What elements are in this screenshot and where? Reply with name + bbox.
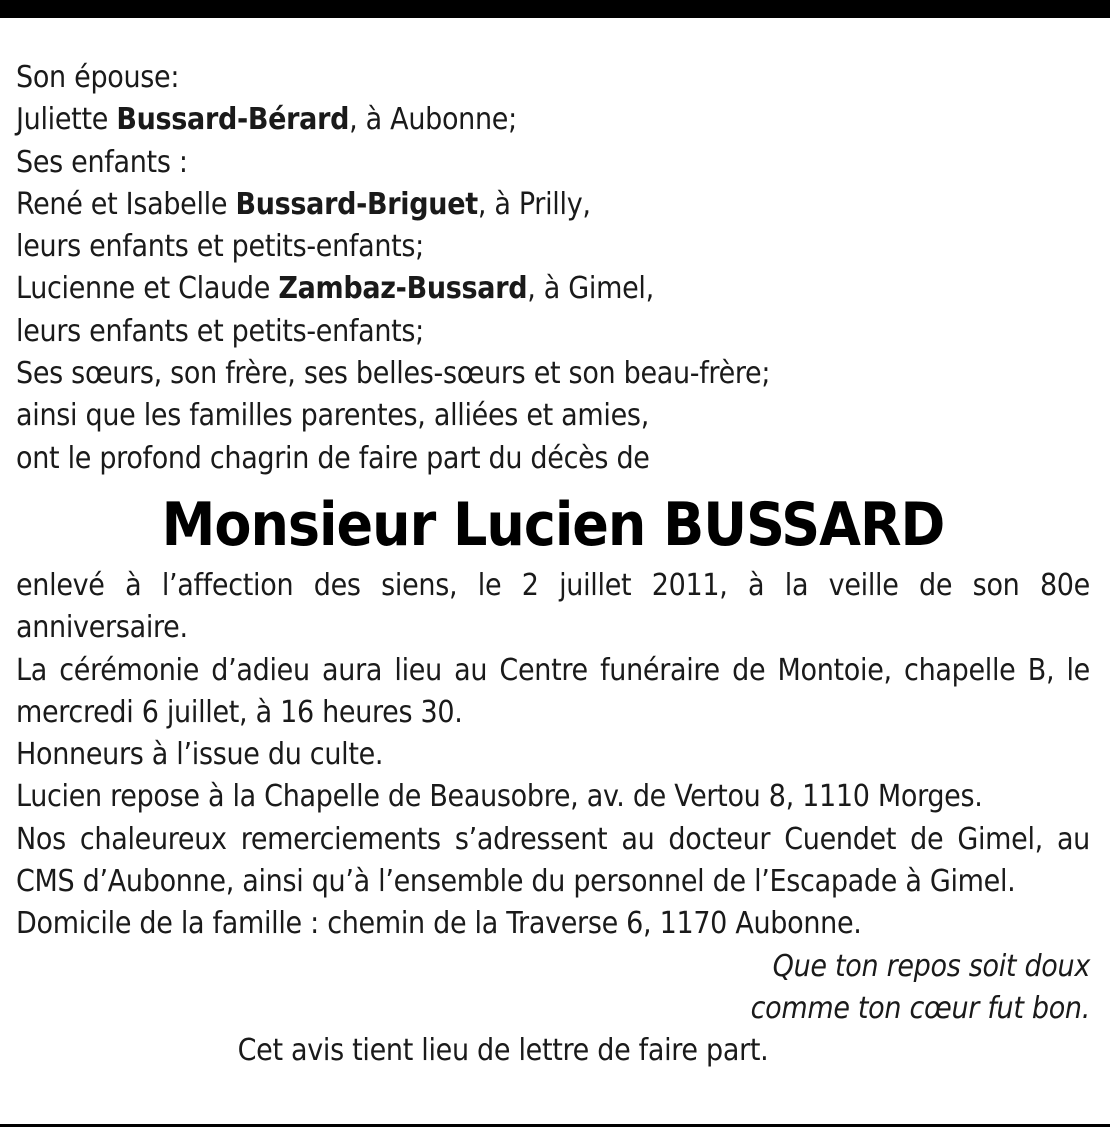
announcement-paragraph: La cérémonie d’adieu aura lieu au Centre funéraire de Montoie, chapelle B, le mercredi 6 juillet, à 16 heures 30. — [16, 652, 1090, 730]
family-line-text: leurs enfants et petits-enfants; — [16, 229, 424, 265]
announcement-paragraph: Nos chaleureux remerciements s’adressent au docteur Cuendet de Gimel, au CMS d’Aubonne, ainsi qu’à l’ensemble du personnel de l’Escapade à Gimel. — [16, 821, 1090, 900]
family-line — [16, 311, 1090, 353]
obituary-notice — [16, 57, 1090, 1073]
family-line — [16, 184, 1090, 226]
closing-verse — [16, 946, 1090, 1031]
family-line — [16, 99, 1090, 141]
bottom-border-rule — [0, 1124, 1110, 1127]
family-line — [16, 353, 1090, 395]
family-line-text: Juliette — [16, 102, 117, 138]
deceased-name-heading: Monsieur Lucien BUSSARD — [161, 489, 945, 560]
family-line-text: Son épouse: — [16, 60, 180, 95]
announcement-paragraph: Honneurs à l’issue du culte. — [16, 737, 384, 773]
family-line — [16, 438, 1090, 480]
family-line-place: , à Gimel, — [527, 271, 654, 307]
family-list — [16, 57, 1090, 480]
family-line-text: ont le profond chagrin de faire part du décès de — [16, 440, 650, 476]
family-line-text: Lucienne et Claude — [16, 271, 279, 307]
closing-verse-line: comme ton cœur fut bon. — [750, 990, 1090, 1026]
closing-verse-line: Que ton repos soit doux — [772, 948, 1090, 984]
family-line — [16, 395, 1090, 437]
announcement-paragraph: Domicile de la famille : chemin de la Traverse 6, 1170 Aubonne. — [16, 906, 862, 942]
family-line — [16, 268, 1090, 310]
family-surname: Bussard-Bérard — [116, 102, 350, 138]
family-surname: Bussard-Briguet — [235, 186, 478, 222]
family-line — [16, 226, 1090, 268]
family-line-place: , à Aubonne; — [349, 102, 517, 138]
family-line — [16, 142, 1090, 184]
family-line-text: René et Isabelle — [16, 186, 236, 222]
announcement-body — [16, 565, 1090, 946]
family-line-text: Ses enfants : — [16, 144, 188, 180]
family-line-text: leurs enfants et petits-enfants; — [16, 313, 424, 349]
family-line — [16, 57, 1090, 99]
announcement-paragraph: enlevé à l’affection des siens, le 2 juillet 2011, à la veille de son 80e anniversaire. — [16, 567, 1090, 646]
top-border-rule — [0, 0, 1110, 18]
family-line-text: ainsi que les familles parentes, alliées et amies, — [16, 398, 649, 434]
family-line-place: , à Prilly, — [477, 186, 591, 222]
family-surname: Zambaz-Bussard — [278, 271, 528, 307]
announcement-paragraph: Lucien repose à la Chapelle de Beausobre, av. de Vertou 8, 1110 Morges. — [16, 779, 983, 815]
family-line-text: Ses sœurs, son frère, ses belles-sœurs et son beau-frère; — [16, 356, 771, 392]
footer-note: Cet avis tient lieu de lettre de faire part. — [237, 1033, 769, 1069]
